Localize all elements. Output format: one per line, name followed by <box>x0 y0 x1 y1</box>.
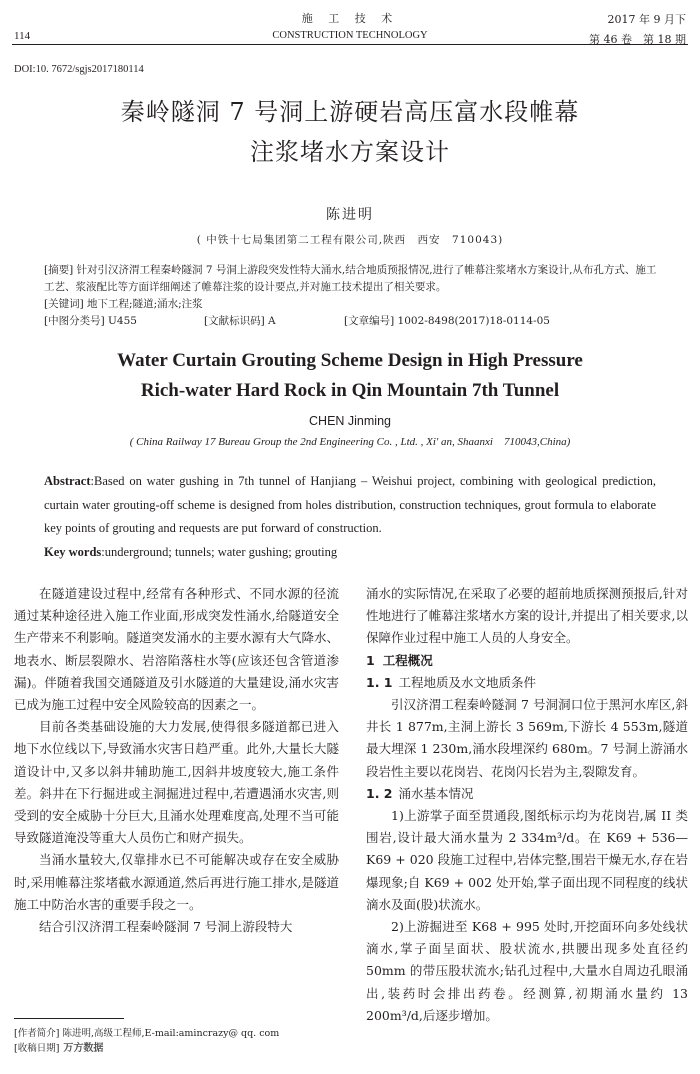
cls-label: [中图分类号] <box>44 315 105 327</box>
abstract-en-label: Abstract <box>44 474 91 488</box>
doi: DOI:10. 7672/sgjs2017180114 <box>14 64 144 75</box>
abstract-cn <box>44 262 664 330</box>
keywords-en-label: Key words <box>44 544 102 559</box>
title-cn <box>0 92 700 172</box>
journal-name-cn: 施 工 技 术 <box>301 12 399 25</box>
title-cn-line-1: 秦岭隧洞 7 号洞上游硬岩高压富水段帷幕 <box>120 98 580 126</box>
section-title: 涌水基本情况 <box>398 785 474 801</box>
header-rule <box>12 44 688 45</box>
footnote-rule <box>14 1018 124 1019</box>
footnote-author <box>14 1026 344 1041</box>
paragraph: 在隧道建设过程中,经常有各种形式、不同水源的径流通过某种途径进入施工作业面,形成突发性涌水,给隧道安全生产带来不利影响。隧道突发涌水的主要水源有大气降水、地表水、断层裂隙水、岩溶陷落柱水等(应该还包含管道渗漏)。伴随着我国交通隧道及引水隧道的大量建设,涌水灾害已成为施工过程中安全风险较高的因素之一。 <box>14 586 340 713</box>
abstract-en-body <box>44 470 656 541</box>
abstract-en-text: :Based on water gushing in 7th tunnel of Hanjiang – Weishui project, combining with geological prediction, curtain water grouting-off scheme is designed from holes distribution, construction techniques, grout formula to elaborate key points of grouting and requests are put forward of construction. <box>44 474 656 535</box>
paragraph: 结合引汉济渭工程秦岭隧洞 7 号洞上游段特大 <box>39 919 293 935</box>
footnote-date-label: [收稿日期] <box>14 1043 60 1054</box>
author-cn: 陈进明 <box>326 207 374 223</box>
volume-issue: 第 46 卷 第 18 期 <box>589 33 686 46</box>
affiliation-en: ( China Railway 17 Bureau Group the 2nd Engineering Co. , Ltd. , Xi' an, Shaanxi 710043,China) <box>129 436 571 448</box>
doc-value: A <box>268 315 276 327</box>
title-en-line-2: Rich-water Hard Rock in Qin Mountain 7th Tunnel <box>140 380 560 401</box>
article-value: 1002-8498(2017)18-0114-05 <box>397 315 550 327</box>
section-number: 1. 2 <box>366 785 393 801</box>
cls-value: U455 <box>108 315 137 327</box>
keywords-en <box>44 541 656 565</box>
keywords-cn-label: [关键词] <box>44 298 84 310</box>
section-title: 工程概况 <box>382 652 433 668</box>
article-label: [文章编号] <box>344 315 395 327</box>
journal-name-en: CONSTRUCTION TECHNOLOGY <box>272 30 428 41</box>
paragraph: 2)上游掘进至 K68 + 995 处时,开挖面环向多处线状滴水,掌子面呈面状、股状流水,拱腰出现多处直径约 50mm 的带压股状流水;钻孔过程中,大量水自周边孔眼涌出,装药时会排出药卷。经测算,初期涌水量约 13 200m³/d,后逐步增加。 <box>366 919 688 1023</box>
body-column-right <box>366 583 688 1027</box>
watermark: 万方数据 <box>63 1043 104 1054</box>
keywords-cn <box>44 296 664 313</box>
footnote <box>14 1026 344 1056</box>
paragraph: 当涌水量较大,仅靠排水已不可能解决或存在安全威胁时,采用帷幕注浆堵截水源通道,然后再进行施工排水,是隧道施工中防治水害的重要手段之一。 <box>14 852 339 912</box>
title-en <box>0 346 700 406</box>
page-header <box>0 6 700 46</box>
body-column-left <box>14 583 339 938</box>
abstract-cn-text: 针对引汉济渭工程秦岭隧洞 7 号洞上游段突发性特大涌水,结合地质预报情况,进行了帷幕注浆堵水方案设计,从布孔方式、施工工艺、浆液配比等方面详细阐述了帷幕注浆的设计要点,并对施工技术提出了相关要求。 <box>44 264 657 293</box>
paragraph: 目前各类基础设施的大力发展,使得很多隧道都已进入地下水位线以下,导致涌水灾害日趋严重。此外,大量长大隧道设计中,又多以斜井辅助施工,因斜井坡度较大,施工条件差。斜井在下行掘进或主洞掘进过程中,若遭遇涌水灾害,则受到的安全威胁十分巨大,且涌水处理难度高,处理不当可能导致隧道淹没等重大人员伤亡和财产损失。 <box>14 719 339 846</box>
section-heading-1-2 <box>366 783 688 805</box>
page-number: 114 <box>14 30 31 42</box>
classification-row <box>44 313 664 330</box>
footnote-date <box>14 1041 344 1056</box>
doc-label: [文献标识码] <box>204 315 265 327</box>
author-en: CHEN Jinming <box>309 414 391 428</box>
issue-date: 2017 年 9 月下 <box>607 13 686 26</box>
section-heading-1-1 <box>366 672 688 694</box>
keywords-en-text: :underground; tunnels; water gushing; grouting <box>101 544 338 559</box>
affiliation-cn: ( 中铁十七局集团第二工程有限公司,陕西 西安 710043) <box>196 234 504 246</box>
paragraph: 涌水的实际情况,在采取了必要的超前地质探测预报后,针对性地进行了帷幕注浆堵水方案的设计,并提出了相关要求,以保障作业过程中施工人员的人身安全。 <box>366 586 688 646</box>
keywords-cn-text: 地下工程;隧道;涌水;注浆 <box>87 298 203 310</box>
paragraph: 1)上游掌子面至贯通段,图纸标示均为花岗岩,属 II 类围岩,设计最大涌水量为 2 334m³/d。在 K69 + 536—K69 + 020 段施工过程中,岩体完整,围岩干燥无水,存在岩爆现象;自 K69 + 002 处开始,掌子面出现不同程度的线状滴水及面(股)状流水。 <box>366 808 688 912</box>
title-cn-line-2: 注浆堵水方案设计 <box>250 138 450 166</box>
abstract-en <box>44 470 656 564</box>
abstract-cn-label: [摘要] <box>44 264 74 276</box>
article-code <box>344 313 550 330</box>
footnote-author-label: [作者简介] <box>14 1028 60 1039</box>
doc-code <box>204 313 344 330</box>
section-number: 1. 1 <box>366 674 393 690</box>
cls-code <box>44 313 204 330</box>
paragraph: 引汉济渭工程秦岭隧洞 7 号洞洞口位于黑河水库区,斜井长 1 877m,主洞上游长 3 569m,下游长 4 553m,隧道最大埋深 1 230m,涌水段埋深约 680m。7 号洞上游涌水段岩性主要以花岗岩、花岗闪长岩为主,裂隙发育。 <box>366 697 688 779</box>
abstract-cn-body <box>44 262 664 296</box>
title-en-line-1: Water Curtain Grouting Scheme Design in High Pressure <box>117 350 583 371</box>
section-title: 工程地质及水文地质条件 <box>398 674 537 690</box>
footnote-author-text: 陈进明,高级工程师,E-mail:amincrazy@ qq. com <box>62 1028 280 1039</box>
section-number: 1 <box>366 652 375 668</box>
section-heading-1 <box>366 650 688 672</box>
